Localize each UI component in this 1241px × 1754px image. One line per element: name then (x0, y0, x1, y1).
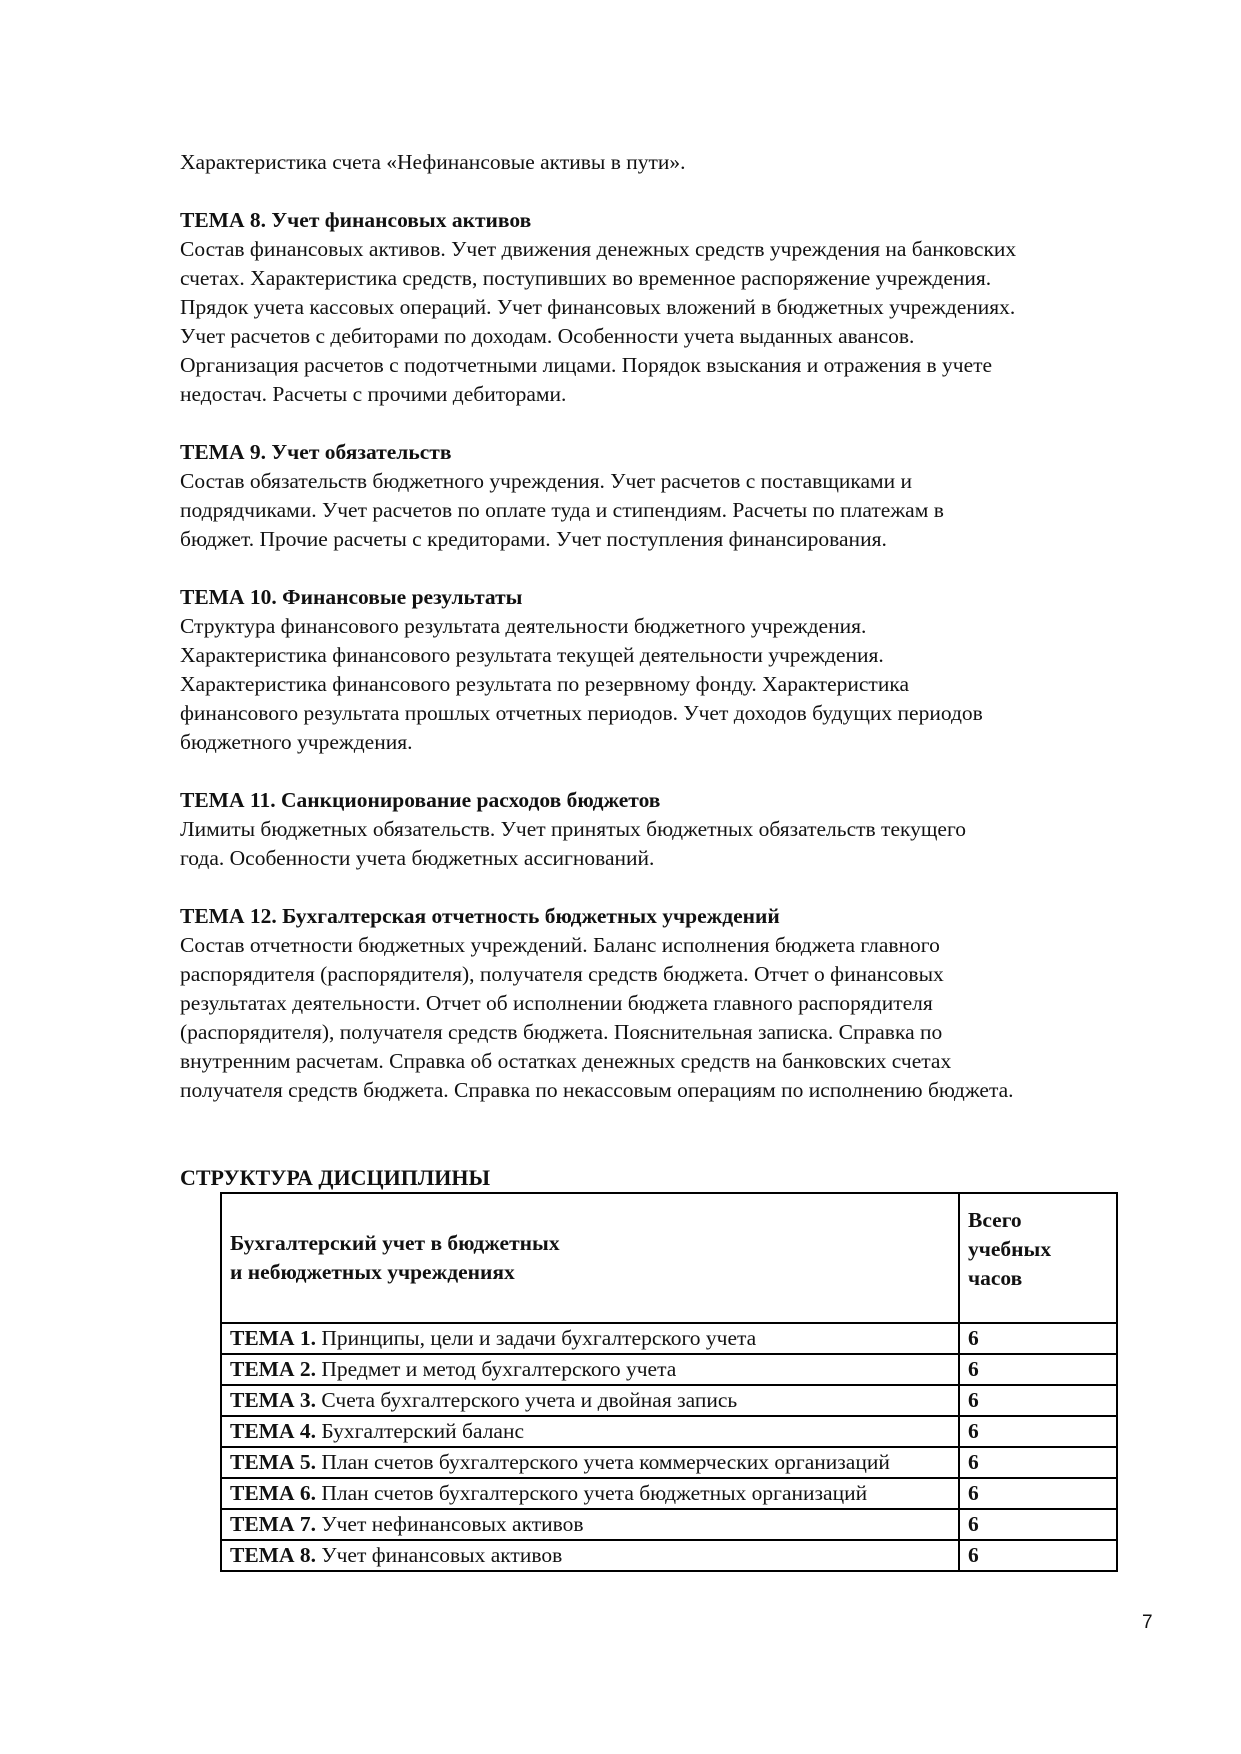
table-row (221, 1385, 1117, 1416)
topic-label: ТЕМА 8. (230, 1543, 316, 1567)
section-text-line: получателя средств бюджета. Справка по некассовым операциям по исполнению бюджета. (180, 1078, 1014, 1102)
topic-label: ТЕМА 5. (230, 1450, 316, 1474)
section-text-line: Лимиты бюджетных обязательств. Учет принятых бюджетных обязательств текущего (180, 817, 967, 841)
header-hours-line: Всего (968, 1208, 1022, 1232)
structure-table (220, 1192, 1118, 1572)
section-text-line: (распорядителя), получателя средств бюджета. Пояснительная записка. Справка по (180, 1020, 943, 1044)
table-row (221, 1416, 1117, 1447)
topic-title: Принципы, цели и задачи бухгалтерского учета (321, 1326, 757, 1350)
section-heading: ТЕМА 12. Бухгалтерская отчетность бюджетных учреждений (180, 904, 780, 928)
header-discipline-line: и небюджетных учреждениях (230, 1260, 515, 1284)
hours-cell: 6 (959, 1540, 1117, 1571)
topic-title: Предмет и метод бухгалтерского учета (321, 1357, 677, 1381)
topic-cell (221, 1509, 959, 1540)
table-row (221, 1323, 1117, 1354)
topic-label: ТЕМА 7. (230, 1512, 316, 1536)
section-heading: ТЕМА 8. Учет финансовых активов (180, 208, 532, 232)
section-heading: ТЕМА 11. Санкционирование расходов бюджетов (180, 788, 661, 812)
hours-cell: 6 (959, 1416, 1117, 1447)
section-text-line: финансового результата прошлых отчетных периодов. Учет доходов будущих периодов (180, 701, 983, 725)
header-hours-line: учебных (968, 1237, 1052, 1261)
topic-title: План счетов бухгалтерского учета бюджетных организаций (321, 1481, 868, 1505)
section-heading: ТЕМА 9. Учет обязательств (180, 440, 452, 464)
topic-cell (221, 1416, 959, 1447)
header-hours-line: часов (968, 1266, 1023, 1290)
hours-cell: 6 (959, 1385, 1117, 1416)
section-text-line: распорядителя (распорядителя), получателя средств бюджета. Отчет о финансовых (180, 962, 944, 986)
section-heading: ТЕМА 10. Финансовые результаты (180, 585, 523, 609)
page-number: 7 (1142, 1612, 1153, 1633)
table-header-row (221, 1193, 1117, 1323)
section-text-line: Состав обязательств бюджетного учреждения. Учет расчетов с поставщиками и (180, 469, 913, 493)
header-discipline (221, 1193, 959, 1323)
topic-title: Учет нефинансовых активов (321, 1512, 584, 1536)
table-row (221, 1509, 1117, 1540)
topic-title: Счета бухгалтерского учета и двойная запись (321, 1388, 738, 1412)
topic-label: ТЕМА 4. (230, 1419, 316, 1443)
topic-cell (221, 1354, 959, 1385)
hours-cell: 6 (959, 1323, 1117, 1354)
topic-title: План счетов бухгалтерского учета коммерческих организаций (321, 1450, 890, 1474)
table-row (221, 1354, 1117, 1385)
section-text-line: Характеристика финансового результата текущей деятельности учреждения. (180, 643, 884, 667)
topic-cell (221, 1540, 959, 1571)
intro-line: Характеристика счета «Нефинансовые активы в пути». (180, 150, 686, 174)
section-text-line: Организация расчетов с подотчетными лицами. Порядок взыскания и отражения в учете (180, 353, 993, 377)
section-text-line: Состав отчетности бюджетных учреждений. Баланс исполнения бюджета главного (180, 933, 940, 957)
topic-cell (221, 1478, 959, 1509)
section-text-line: Характеристика финансового результата по резервному фонду. Характеристика (180, 672, 909, 696)
topic-label: ТЕМА 2. (230, 1357, 316, 1381)
section-text-line: Состав финансовых активов. Учет движения денежных средств учреждения на банковских (180, 237, 1017, 261)
section-text-line: подрядчиками. Учет расчетов по оплате туда и стипендиям. Расчеты по платежам в (180, 498, 944, 522)
table-row (221, 1540, 1117, 1571)
structure-title: СТРУКТУРА ДИСЦИПЛИНЫ (180, 1165, 491, 1190)
section-text-line: Структура финансового результата деятельности бюджетного учреждения. (180, 614, 867, 638)
topic-cell (221, 1447, 959, 1478)
document-body (180, 148, 1180, 1192)
table-row (221, 1478, 1117, 1509)
topic-label: ТЕМА 1. (230, 1326, 316, 1350)
section-text-line: недостач. Расчеты с прочими дебиторами. (180, 382, 567, 406)
hours-cell: 6 (959, 1509, 1117, 1540)
section-text-line: Прядок учета кассовых операций. Учет финансовых вложений в бюджетных учреждениях. (180, 295, 1016, 319)
section-text-line: внутренним расчетам. Справка об остатках денежных средств на банковских счетах (180, 1049, 952, 1073)
topic-label: ТЕМА 6. (230, 1481, 316, 1505)
hours-cell: 6 (959, 1447, 1117, 1478)
header-hours (959, 1193, 1117, 1323)
hours-cell: 6 (959, 1354, 1117, 1385)
section-text-line: результатах деятельности. Отчет об исполнении бюджета главного распорядителя (180, 991, 933, 1015)
table-row (221, 1447, 1117, 1478)
section-text-line: года. Особенности учета бюджетных ассигнований. (180, 846, 655, 870)
topic-title: Бухгалтерский баланс (321, 1419, 525, 1443)
header-discipline-line: Бухгалтерский учет в бюджетных (230, 1231, 560, 1255)
section-text-line: бюджетного учреждения. (180, 730, 413, 754)
topic-label: ТЕМА 3. (230, 1388, 316, 1412)
section-text-line: бюджет. Прочие расчеты с кредиторами. Учет поступления финансирования. (180, 527, 887, 551)
hours-cell: 6 (959, 1478, 1117, 1509)
topic-title: Учет финансовых активов (321, 1543, 563, 1567)
topic-cell (221, 1385, 959, 1416)
topic-cell (221, 1323, 959, 1354)
section-text-line: счетах. Характеристика средств, поступивших во временное распоряжение учреждения. (180, 266, 992, 290)
section-text-line: Учет расчетов с дебиторами по доходам. Особенности учета выданных авансов. (180, 324, 915, 348)
